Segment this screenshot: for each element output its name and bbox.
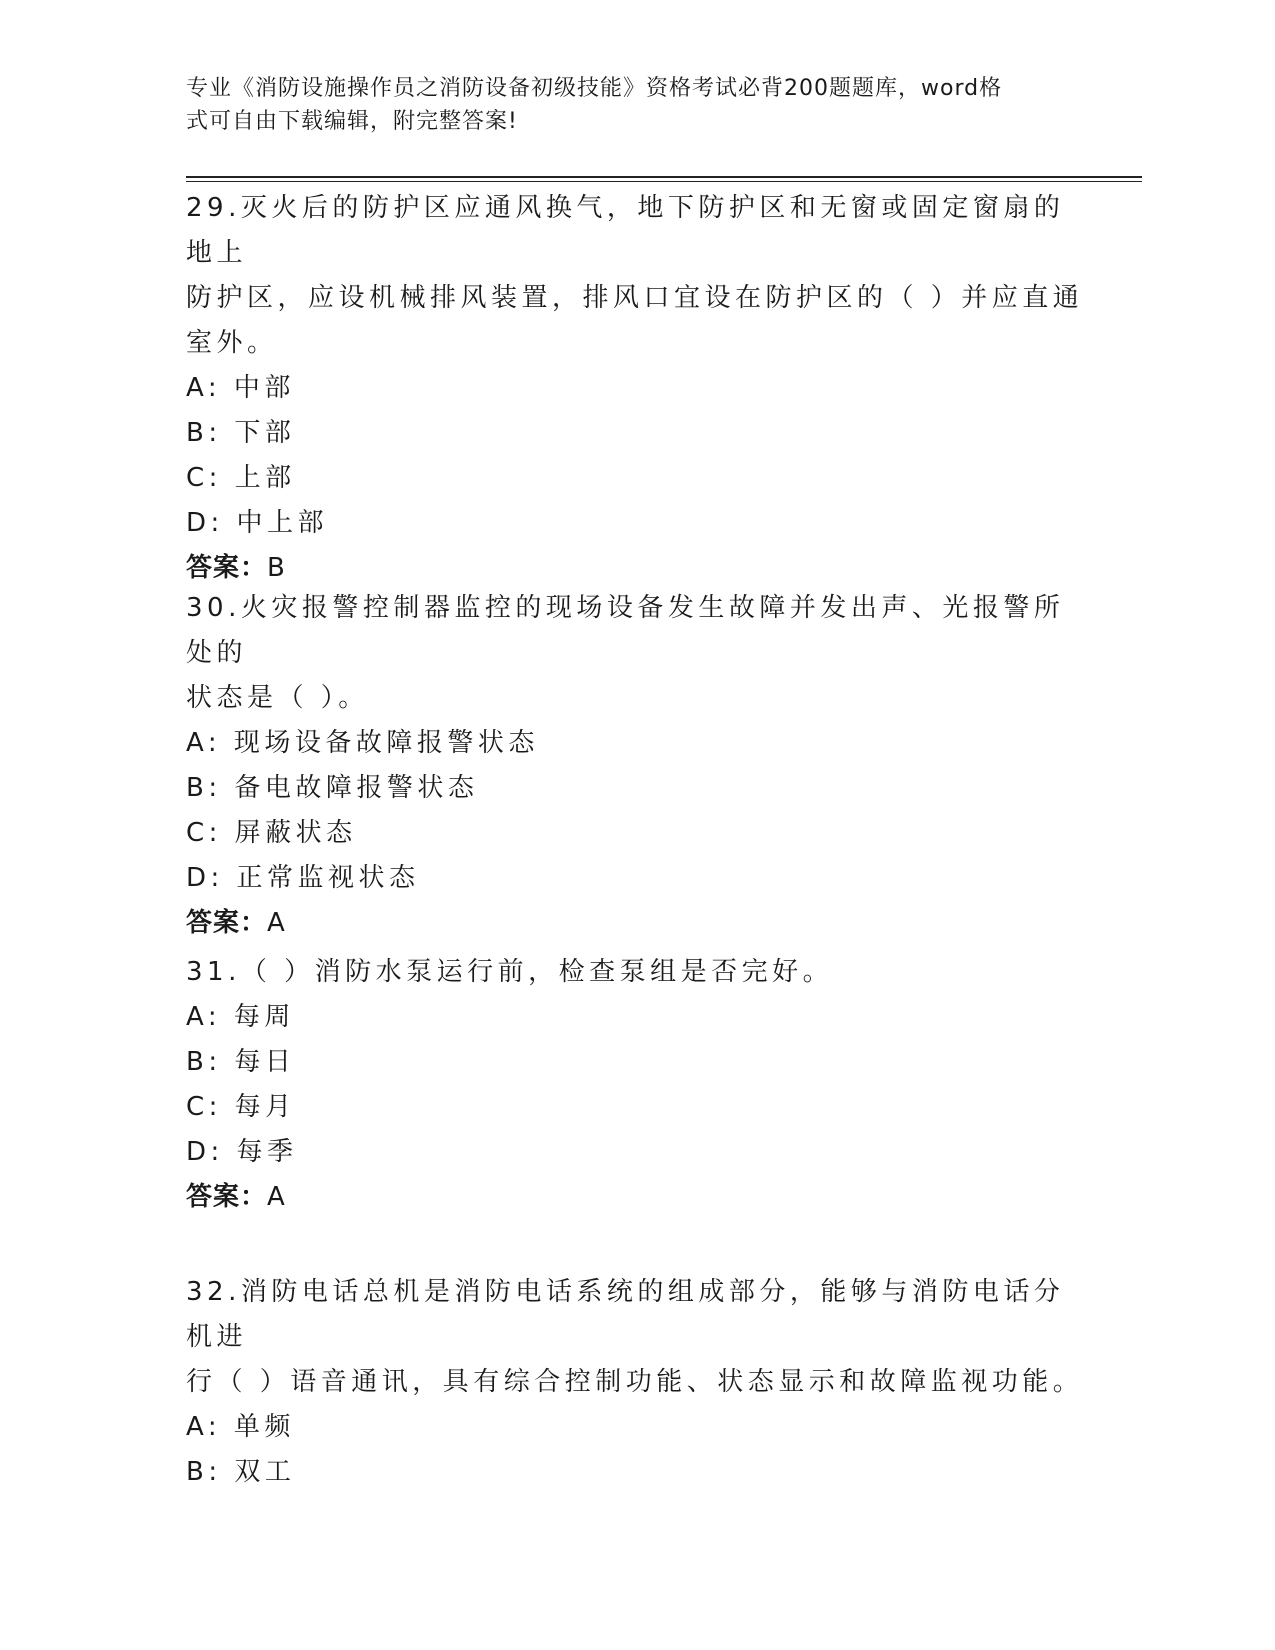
question-29 [186,186,1086,591]
header-divider-thick [186,176,1142,178]
option-c: C: 屏蔽状态 [186,818,357,848]
question-text-line: 室外。 [186,328,278,358]
question-text-line: 32.消防电话总机是消防电话系统的组成部分，能够与消防电话分机进 [186,1277,1065,1352]
option-b: B: 下部 [186,418,296,448]
question-text-line: 29.灭火后的防护区应通风换气，地下防护区和无窗或固定窗扇的地上 [186,193,1065,268]
option-a: A: 单频 [186,1412,295,1442]
answer-label: 答案： [186,1182,268,1212]
question-text-line: 行（ ）语音通讯，具有综合控制功能、状态显示和故障监视功能。 [186,1367,1084,1397]
option-b: B: 双工 [186,1457,296,1487]
question-text-line: 30.火灾报警控制器监控的现场设备发生故障并发出声、光报警所处的 [186,593,1065,668]
question-text-line: 状态是（ ）。 [186,683,369,713]
option-a: A: 现场设备故障报警状态 [186,728,539,758]
question-text-line: 防护区，应设机械排风装置，排风口宜设在防护区的（ ）并应直通 [186,283,1084,313]
header-line-1: 专业《消防设施操作员之消防设备初级技能》资格考试必背200题题库，word格 [186,76,1003,101]
option-a: A: 每周 [186,1002,295,1032]
question-text-line: 31.（ ）消防水泵运行前，检查泵组是否完好。 [186,957,834,987]
option-c: C: 每月 [186,1092,296,1122]
answer-line [186,901,1086,946]
option-d: D: 正常监视状态 [186,863,420,893]
answer-value: A [267,908,286,938]
answer-label: 答案： [186,908,268,938]
answer-line [186,1175,1086,1220]
question-31 [186,950,1086,1220]
answer-value: B [267,553,286,583]
header-line-2: 式可自由下载编辑，附完整答案! [186,109,518,134]
answer-line [186,546,1086,591]
document-header [186,72,1066,138]
option-b: B: 每日 [186,1047,296,1077]
answer-label: 答案： [186,553,268,583]
header-divider-thin [186,181,1142,182]
option-c: C: 上部 [186,463,296,493]
option-a: A: 中部 [186,373,295,403]
question-30 [186,586,1086,946]
question-32 [186,1270,1086,1495]
option-d: D: 每季 [186,1137,298,1167]
answer-value: A [267,1182,286,1212]
option-d: D: 中上部 [186,508,329,538]
option-b: B: 备电故障报警状态 [186,773,479,803]
